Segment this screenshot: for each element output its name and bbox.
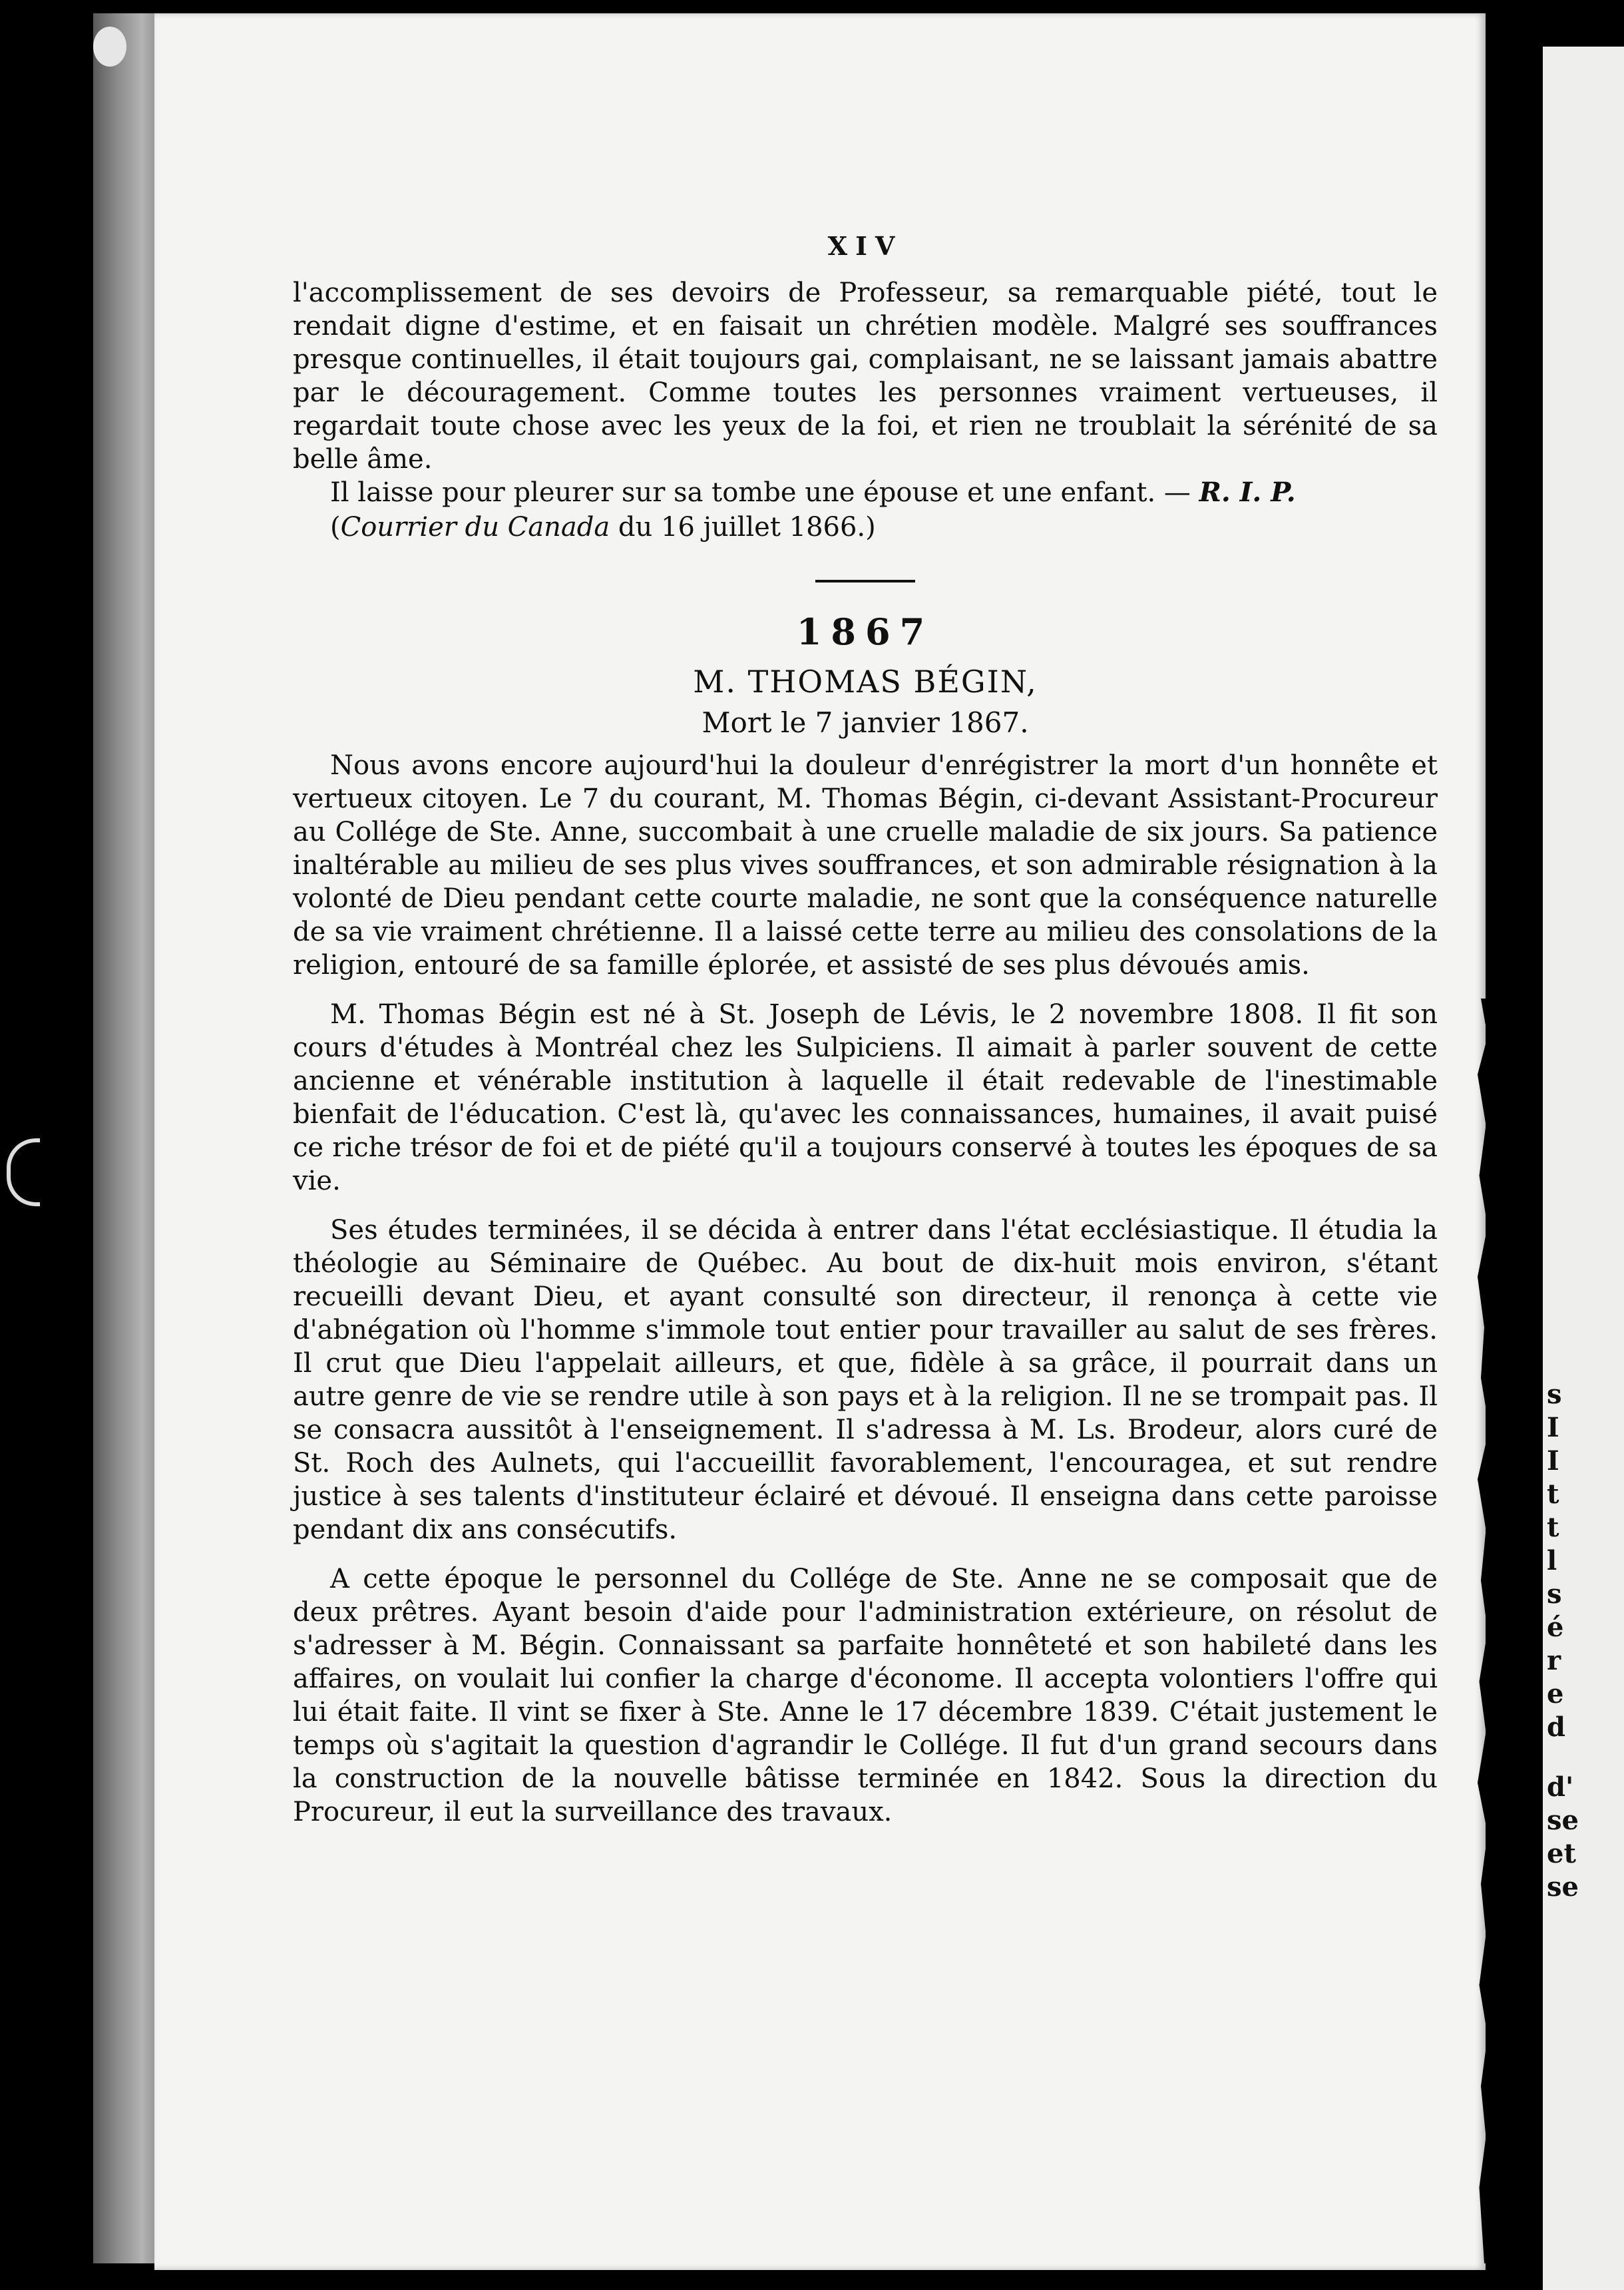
citation-open: (: [330, 512, 341, 543]
citation-date: du 16 juillet 1866.): [610, 512, 876, 543]
book-binding: [93, 13, 154, 2263]
page-number: XIV: [827, 231, 903, 261]
adjacent-page-fragment: se: [1547, 1871, 1579, 1903]
scan-artifact: [7, 1138, 40, 1206]
body-paragraph: A cette époque le personnel du Collége de Ste. Anne ne se composait que de deux prêtres. Ayant besoin d'aide pour l'administration extérieure, on résolut de s'adresser à M. Bégin. Connaissant sa parfaite honnêteté et son habileté dans les affaires, on voulait lui confier la charge d'économe. Il accepta volontiers l'offre qui lui était faite. Il vint se fixer à Ste. Anne le 17 décembre 1839. C'était justement le temps où s'agitait la question d'agrandir le Collége. Il fut d'un grand secours dans la construction de la nouvelle bâtisse terminée en 1842. Sous la direction du Procureur, il eut la surveillance des travaux.: [293, 1564, 1438, 1827]
entry-name-heading: M. THOMAS BÉGIN,: [693, 664, 1038, 700]
adjacent-page-strip: [1543, 47, 1624, 2290]
adjacent-page-fragment: d': [1547, 1771, 1574, 1803]
page-text-block: [293, 230, 1438, 1829]
adjacent-page-fragment: t: [1547, 1512, 1559, 1543]
entry-death-date: Mort le 7 janvier 1867.: [702, 706, 1029, 739]
adjacent-page-fragment: é: [1547, 1612, 1564, 1643]
closing-line: [293, 476, 1438, 509]
entry-year-heading: 1867: [796, 610, 934, 653]
adjacent-page-fragment: I: [1547, 1412, 1559, 1443]
adjacent-page-fragment: l: [1547, 1545, 1557, 1576]
adjacent-page-fragment: I: [1547, 1445, 1559, 1477]
citation-source: Courrier du Canada: [340, 512, 610, 543]
adjacent-page-fragment: s: [1547, 1578, 1562, 1610]
scan-artifact: [93, 27, 126, 67]
adjacent-page-fragment: d: [1547, 1712, 1565, 1743]
adjacent-page-fragment: t: [1547, 1479, 1559, 1510]
adjacent-page-fragment: e: [1547, 1678, 1564, 1710]
adjacent-page-fragment: se: [1547, 1805, 1579, 1836]
adjacent-page-fragment: r: [1547, 1645, 1561, 1676]
adjacent-page-fragment: et: [1547, 1838, 1576, 1869]
body-paragraph: Ses études terminées, il se décida à entrer dans l'état ecclésiastique. Il étudia la théologie au Séminaire de Québec. Au bout de dix-huit mois environ, s'étant recueilli devant Dieu, et ayant consulté son directeur, il renonça à cette vie d'abnégation où l'homme s'immole tout entier pour travailler au salut de ses frères. Il crut que Dieu l'appelait ailleurs, et que, fidèle à sa grâce, il pourrait dans un autre genre de vie se rendre utile à son pays et à la religion. Il ne se trompait pas. Il se consacra aussitôt à l'enseignement. Il s'adressa à M. Ls. Brodeur, alors curé de St. Roch des Aulnets, qui l'accueillit favorablement, l'encouragea, et sut rendre justice à ses talents d'instituteur éclairé et dévoué. Il enseigna dans cette paroisse pendant dix ans consécutifs.: [293, 1215, 1438, 1545]
section-divider: [815, 580, 915, 582]
rip-signoff: R. I. P.: [1199, 477, 1296, 508]
source-citation: [293, 511, 1438, 544]
adjacent-page-fragment: s: [1547, 1379, 1562, 1410]
closing-text: Il laisse pour pleurer sur sa tombe une épouse et une enfant. —: [330, 477, 1199, 508]
body-paragraph: M. Thomas Bégin est né à St. Joseph de Lévis, le 2 novembre 1808. Il fit son cours d'études à Montréal chez les Sulpiciens. Il aimait à parler souvent de cette ancienne et vénérable institution à laquelle il était redevable de l'inestimable bienfait de l'éducation. C'est là, qu'avec les connaissances, humaines, il avait puisé ce riche trésor de foi et de piété qu'il a toujours conservé à toutes les époques de sa vie.: [293, 999, 1438, 1196]
body-paragraph: Nous avons encore aujourd'hui la douleur d'enrégistrer la mort d'un honnête et vertueux citoyen. Le 7 du courant, M. Thomas Bégin, ci-devant Assistant-Procureur au Collége de Ste. Anne, succombait à une cruelle maladie de six jours. Sa patience inaltérable au milieu de ses plus vives souffrances, et son admirable résignation à la volonté de Dieu pendant cette courte maladie, ne sont que la conséquence naturelle de sa vie vraiment chrétienne. Il a laissé cette terre au milieu des consolations de la religion, entouré de sa famille éplorée, et assisté de ses plus dévoués amis.: [293, 750, 1438, 981]
carryover-paragraph: l'accomplissement de ses devoirs de Professeur, sa remarquable piété, tout le rendait digne d'estime, et en faisait un chrétien modèle. Malgré ses souffrances presque continuelles, il était toujours gai, complaisant, ne se laissant jamais abattre par le découragement. Comme toutes les personnes vraiment vertueuses, il regardait toute chose avec les yeux de la foi, et rien ne troublait la sérénité de sa belle âme.: [293, 278, 1438, 475]
